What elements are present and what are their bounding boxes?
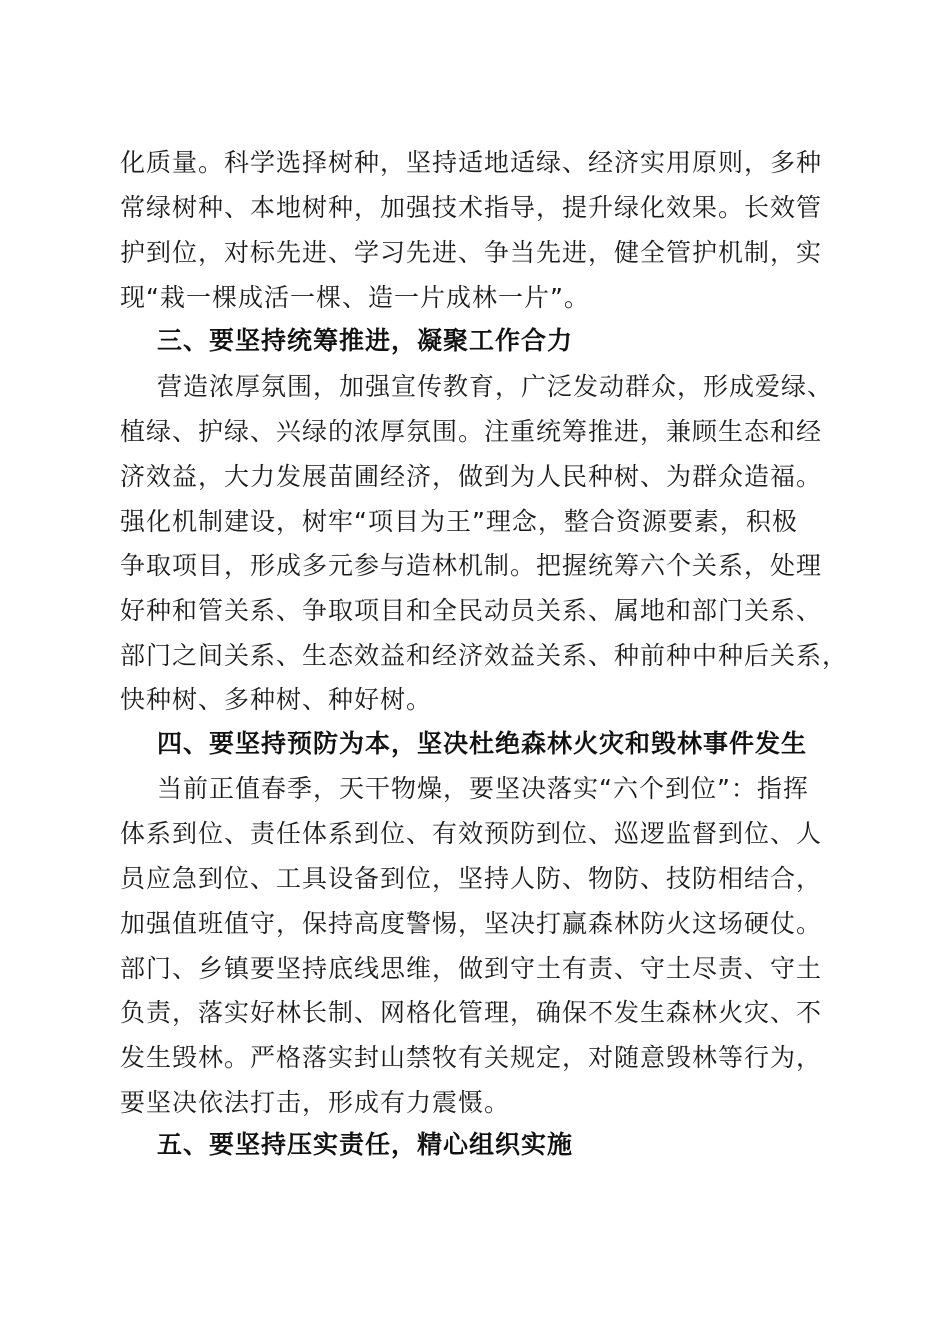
body-text-line: 部门、乡镇要坚持底线思维，做到守土有责、守土尽责、守土	[120, 954, 823, 983]
body-text-line: 济效益，大力发展苗圃经济，做到为人民种树、为群众造福。	[120, 462, 823, 491]
section-heading-3: 三、要坚持统筹推进，凝聚工作合力	[157, 326, 574, 355]
body-text-line: 体系到位、责任体系到位、有效预防到位、巡逻监督到位、人	[120, 819, 823, 848]
body-text-line: 植绿、护绿、兴绿的浓厚氛围。注重统筹推进，兼顾生态和经	[120, 417, 823, 446]
body-text-line: 负责，落实好林长制、网格化管理，确保不发生森林火灾、不	[120, 998, 823, 1027]
body-text-line: 加强值班值守，保持高度警惕，坚决打赢森林防火这场硬仗。	[120, 909, 823, 938]
body-text-line: 快种树、多种树、种好树。	[120, 685, 433, 714]
body-text-line: 要坚决依法打击，形成有力震慑。	[120, 1088, 511, 1117]
body-text-line: 当前正值春季，天干物燥，要坚决落实“六个到位”：指挥	[157, 774, 809, 803]
body-text-line: 员应急到位、工具设备到位，坚持人防、物防、技防相结合，	[120, 864, 823, 893]
body-text-line: 发生毁林。严格落实封山禁牧有关规定，对随意毁林等行为，	[120, 1043, 823, 1072]
body-text-line: 争取项目，形成多元参与造林机制。把握统筹六个关系，处理	[120, 551, 823, 580]
body-text-line: 常绿树种、本地树种，加强技术指导，提升绿化效果。长效管	[120, 193, 823, 222]
body-text-line: 化质量。科学选择树种，坚持适地适绿、经济实用原则，多种	[120, 148, 823, 177]
body-text-line: 部门之间关系、生态效益和经济效益关系、种前种中种后关系，	[120, 641, 849, 670]
section-heading-5: 五、要坚持压实责任，精心组织实施	[157, 1130, 574, 1159]
body-text-line: 营造浓厚氛围，加强宣传教育，广泛发动群众，形成爱绿、	[157, 372, 834, 401]
body-text-line: 护到位，对标先进、学习先进、争当先进，健全管护机制，实	[120, 238, 823, 267]
body-text-line: 好种和管关系、争取项目和全民动员关系、属地和部门关系、	[120, 596, 823, 625]
section-heading-4: 四、要坚持预防为本，坚决杜绝森林火灾和毁林事件发生	[157, 729, 808, 758]
body-text-line: 强化机制建设，树牢“项目为王”理念，整合资源要素，积极	[120, 507, 798, 536]
body-text-line: 现“栽一棵成活一棵、造一片成林一片”。	[120, 283, 590, 312]
